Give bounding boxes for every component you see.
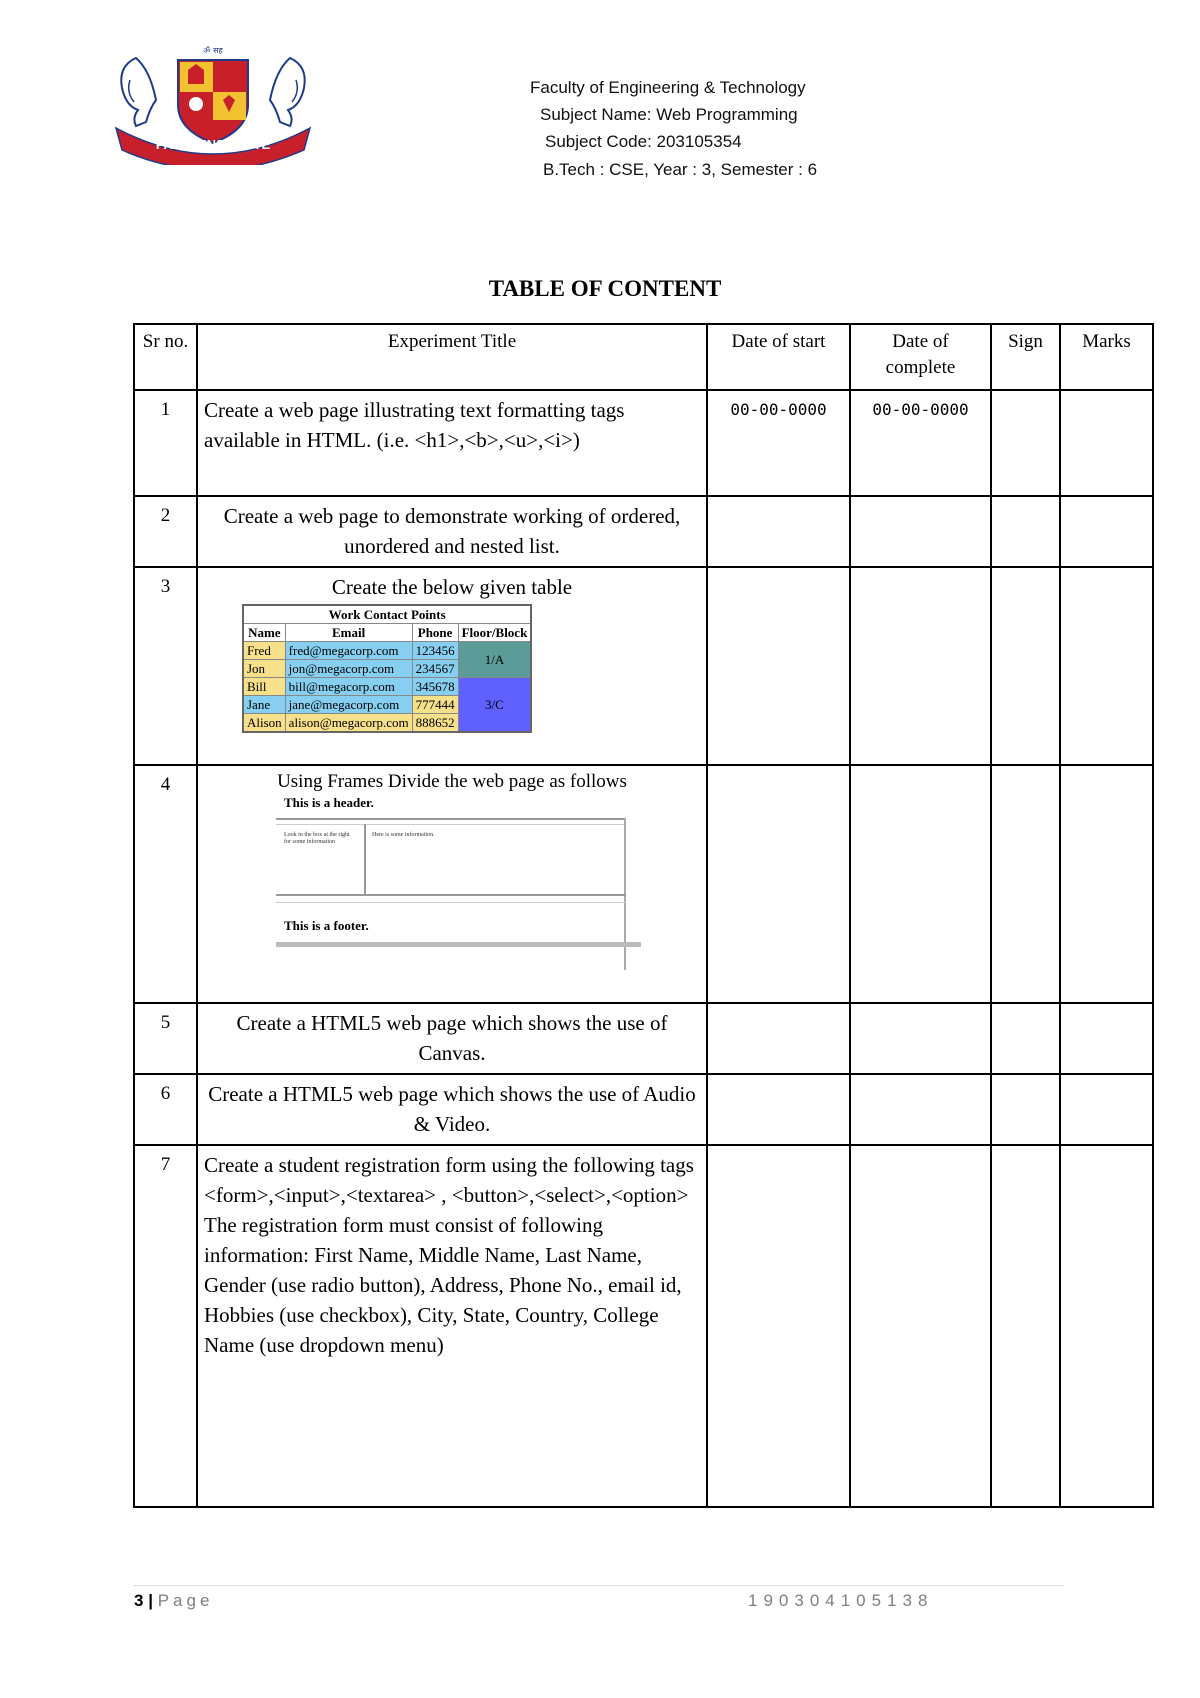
frames-right-text: Here is some information.	[372, 832, 435, 838]
subject-name: Subject Name: Web Programming	[540, 105, 798, 124]
contact-name: Jane	[243, 696, 285, 714]
contact-name: Fred	[243, 642, 285, 660]
row-sr: 2	[134, 496, 197, 567]
row-marks	[1060, 765, 1153, 1003]
table-row	[134, 390, 1153, 496]
table-row	[134, 1074, 1153, 1145]
contact-email: alison@megacorp.com	[285, 714, 412, 733]
row-start-date	[707, 765, 850, 1003]
row-marks	[1060, 1145, 1153, 1507]
svg-text:ॐ सह: ॐ सह	[203, 46, 223, 55]
col-header-start: Date of start	[707, 324, 850, 390]
row-title: Create a HTML5 web page which shows the use of Audio & Video.	[197, 1074, 707, 1145]
row-title: Create a HTML5 web page which shows the use of Canvas.	[197, 1003, 707, 1074]
frames-footer-text: This is a footer.	[284, 918, 369, 933]
col-header-marks: Marks	[1060, 324, 1153, 390]
row-sign	[991, 1003, 1060, 1074]
frames-example-image	[276, 796, 644, 948]
divider	[276, 818, 626, 820]
program-info: B.Tech : CSE, Year : 3, Semester : 6	[543, 160, 818, 179]
row-start-date	[707, 567, 850, 765]
row-start-date	[707, 1074, 850, 1145]
row-sign	[991, 390, 1060, 496]
svg-text:PARUL INSTITUTE: PARUL INSTITUTE	[155, 137, 271, 152]
row-title-cell	[197, 567, 707, 765]
row-complete-date	[850, 567, 991, 765]
divider	[364, 824, 366, 894]
contact-phone: 234567	[412, 660, 458, 678]
row-complete-date	[850, 1003, 991, 1074]
faculty-name: Faculty of Engineering & Technology	[530, 78, 806, 97]
contact-block: 1/A	[458, 642, 531, 678]
row-sign	[991, 1145, 1060, 1507]
row-marks	[1060, 567, 1153, 765]
page-number-footer	[134, 1591, 213, 1611]
table-row	[134, 765, 1153, 1003]
divider	[276, 942, 641, 947]
row-sr: 5	[134, 1003, 197, 1074]
contact-header-name: Name	[243, 624, 285, 642]
row-marks	[1060, 496, 1153, 567]
row-complete-date	[850, 765, 991, 1003]
row-start-date: 00-00-0000	[707, 390, 850, 496]
contact-phone: 888652	[412, 714, 458, 733]
row-marks	[1060, 1003, 1153, 1074]
contact-email: jane@megacorp.com	[285, 696, 412, 714]
contents-table	[133, 323, 1154, 1508]
contact-phone: 123456	[412, 642, 458, 660]
table-row	[134, 1003, 1153, 1074]
page-label: Page	[157, 1591, 214, 1610]
subject-code: Subject Code: 203105354	[545, 132, 742, 151]
row-sr: 6	[134, 1074, 197, 1145]
page-number: 3	[134, 1591, 144, 1610]
contact-table-title: Work Contact Points	[243, 605, 531, 624]
row-complete-date	[850, 1074, 991, 1145]
row-complete-date: 00-00-0000	[850, 390, 991, 496]
page-title: TABLE OF CONTENT	[488, 276, 722, 301]
contact-block: 3/C	[458, 678, 531, 733]
contact-header-block: Floor/Block	[458, 624, 531, 642]
row-title: Create a web page illustrating text formatting tags available in HTML. (i.e. <h1>,<b>,<u>,<i>)	[197, 390, 707, 496]
student-id: 190304105138	[748, 1591, 934, 1610]
row-title: Create a web page to demonstrate working of ordered, unordered and nested list.	[197, 496, 707, 567]
divider	[276, 894, 626, 896]
contact-header-phone: Phone	[412, 624, 458, 642]
page-separator: |	[148, 1591, 153, 1610]
col-header-complete: Date of complete	[850, 324, 991, 390]
col-header-sr: Sr no.	[134, 324, 197, 390]
row-sr: 4	[134, 765, 197, 1003]
row-complete-date	[850, 496, 991, 567]
row-sr: 3	[134, 567, 197, 765]
row-title: Using Frames Divide the web page as follows	[277, 771, 627, 792]
row-marks	[1060, 1074, 1153, 1145]
divider	[276, 824, 626, 825]
contact-email: jon@megacorp.com	[285, 660, 412, 678]
table-header-row	[134, 324, 1153, 390]
row-sr: 1	[134, 390, 197, 496]
contact-name: Alison	[243, 714, 285, 733]
contact-email: fred@megacorp.com	[285, 642, 412, 660]
frames-header-text: This is a header.	[284, 795, 374, 810]
row-sr: 7	[134, 1145, 197, 1507]
row-start-date	[707, 496, 850, 567]
row-marks	[1060, 390, 1153, 496]
row-title: Create the below given table	[331, 575, 573, 599]
contact-phone: 345678	[412, 678, 458, 696]
contact-header-email: Email	[285, 624, 412, 642]
row-start-date	[707, 1145, 850, 1507]
contact-name: Jon	[243, 660, 285, 678]
contact-email: bill@megacorp.com	[285, 678, 412, 696]
row-sign	[991, 765, 1060, 1003]
frames-left-text: Look in the box at the right for some information	[284, 832, 350, 845]
row-sign	[991, 567, 1060, 765]
col-header-sign: Sign	[991, 324, 1060, 390]
contact-phone: 777444	[412, 696, 458, 714]
row-sign	[991, 1074, 1060, 1145]
table-row	[134, 567, 1153, 765]
contact-name: Bill	[243, 678, 285, 696]
contact-table-image	[242, 604, 532, 733]
table-row	[134, 496, 1153, 567]
row-sign	[991, 496, 1060, 567]
footer-divider	[133, 1585, 1064, 1586]
institute-logo	[108, 40, 318, 165]
table-row	[134, 1145, 1153, 1507]
row-start-date	[707, 1003, 850, 1074]
row-title-cell	[197, 765, 707, 1003]
divider	[276, 902, 626, 903]
row-complete-date	[850, 1145, 991, 1507]
row-title: Create a student registration form using the following tags <form>,<input>,<textarea> , <button>,<select>,<option> The registration form must consist of following information: First Name, Middle Name, Last Name, Gender (use radio button), Address, Phone No., email id, Hobbies (use checkbox), City, State, Country, College Name (use dropdown menu)	[197, 1145, 707, 1507]
col-header-title: Experiment Title	[197, 324, 707, 390]
